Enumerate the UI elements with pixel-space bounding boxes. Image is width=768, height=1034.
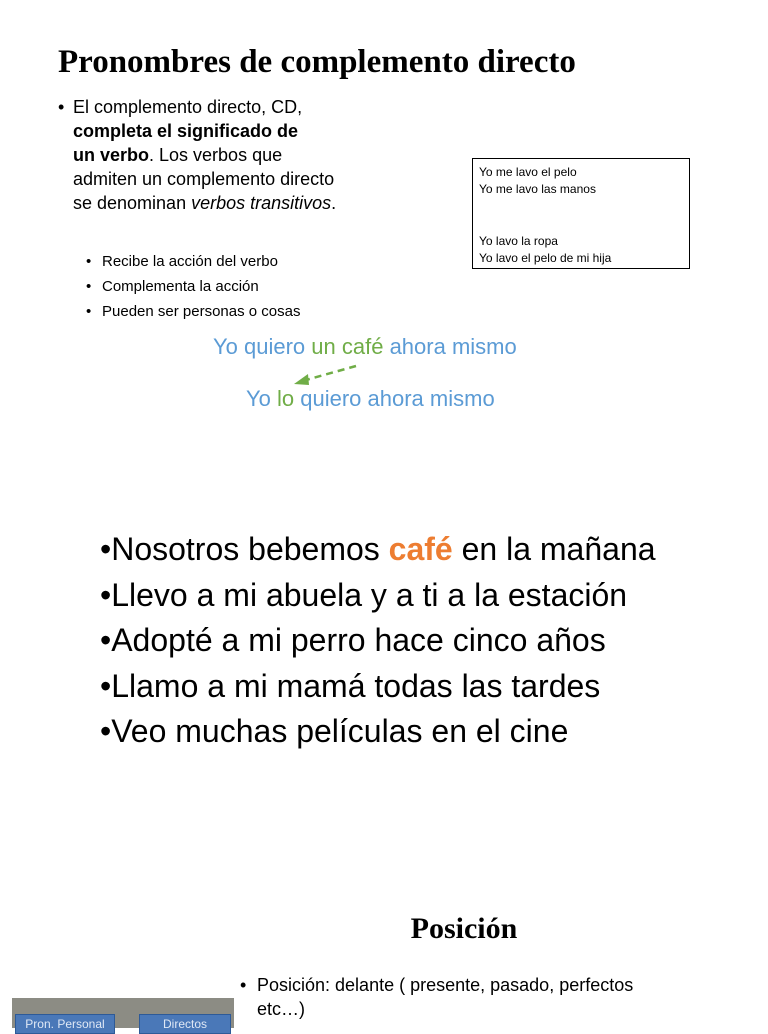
highlighted-word: café: [388, 531, 453, 567]
section-title: Posición: [410, 912, 518, 945]
example-line: Yo me lavo las manos: [479, 182, 596, 196]
list-item: • Complementa la acción: [86, 278, 259, 295]
list-item: •Veo muchas películas en el cine: [100, 713, 569, 749]
list-item: •Nosotros bebemos café en la mañana: [100, 531, 656, 567]
definition-text: . Los verbos que: [149, 145, 283, 165]
example-line: Yo lavo la ropa: [479, 234, 558, 248]
list-item: •Llamo a mi mamá todas las tardes: [100, 667, 601, 704]
example-line: Yo lavo el pelo de mi hija: [479, 251, 612, 265]
definition-italic: verbos transitivos: [191, 193, 332, 213]
thumb-button: Pron. Personal: [15, 1014, 115, 1034]
list-item: • Recibe la acción del verbo: [86, 253, 278, 270]
characteristics-list: [86, 249, 300, 324]
position-paragraph: • Posición: delante ( presente, pasado, perfectos etc…): [240, 975, 634, 1019]
list-item: •Llevo a mi abuela y a ti a la estación: [100, 576, 628, 613]
definition-paragraph: [58, 95, 403, 215]
diagram-sentence-2: Yo lo quiero ahora mismo: [246, 386, 495, 411]
definition-text: se denominan: [73, 193, 192, 213]
definition-bold: completa el significado de: [73, 121, 299, 141]
definition-bold: un verbo: [73, 145, 150, 165]
thumb-button: Directos: [139, 1014, 231, 1034]
list-item: •Adopté a mi perro hace cinco años: [100, 622, 606, 658]
slide-title: Pronombres de complemento directo: [58, 44, 576, 80]
bullet: •: [58, 97, 65, 117]
definition-text: admiten un complemento directo: [73, 169, 335, 189]
direct-object-pronoun: lo: [277, 386, 295, 411]
list-item: • Pueden ser personas o cosas: [86, 303, 301, 320]
definition-text: .: [331, 193, 337, 213]
direct-object: un café: [311, 334, 384, 359]
sentence-list: [100, 527, 656, 755]
examples-box: [472, 158, 690, 269]
example-line: Yo me lavo el pelo: [479, 165, 577, 179]
definition-text: El complemento directo, CD,: [73, 97, 303, 117]
diagram-sentence-1: Yo quiero un café ahora mismo: [213, 334, 517, 359]
